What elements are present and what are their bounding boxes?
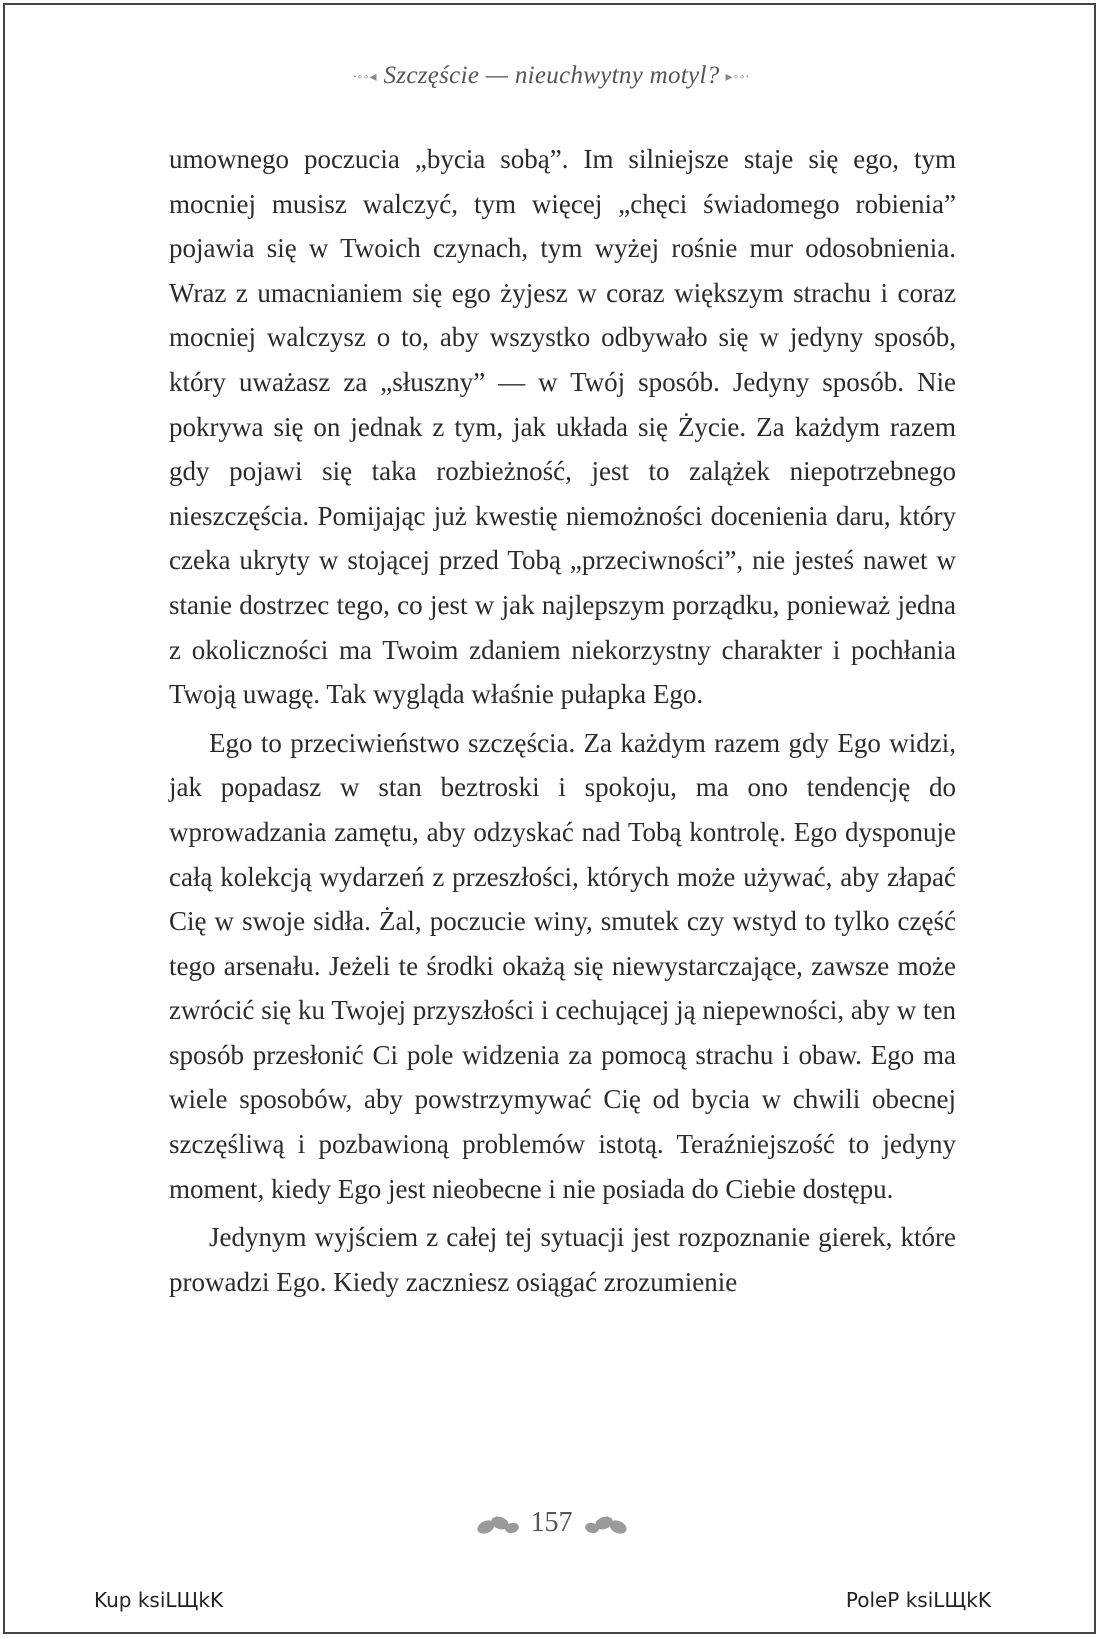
running-head	[0, 62, 1103, 90]
page-number: 157	[530, 1507, 573, 1538]
buy-book-link[interactable]: Kup ksiLЩkK	[94, 1588, 224, 1612]
leaf-ornament-left-icon	[476, 1513, 520, 1537]
leaf-ornament-right-icon	[584, 1513, 628, 1537]
header-ornament-right-icon: ▸◦◦∙	[725, 69, 750, 85]
recommend-book-link[interactable]: PoleP ksiLЩkK	[845, 1588, 991, 1612]
paragraph-3: Jedynym wyjściem z całej tej sytuacji jest rozpoznanie gierek, które prowadzi Ego. Kiedy zaczniesz osiągać zrozumienie	[169, 1222, 956, 1297]
paragraph-1: umownego poczucia „bycia sobą”. Im silniejsze staje się ego, tym mocniej musisz walczyć, tym więcej „chęci świadomego robienia” pojawia się w Twoich czynach, tym wyżej rośnie mur odosobnienia. Wraz z umacnianiem się ego żyjesz w coraz większym strachu i coraz mocniej walczysz o to, aby wszystko odbywało się w jedyny sposób, który uważasz za „słuszny” — w Twój sposób. Jedyny sposób. Nie pokrywa się on jednak z tym, jak układa się Życie. Za każdym razem gdy pojawi się taka rozbieżność, jest to zalążek niepotrzebnego nieszczęścia. Pomijając już kwestię niemożności docenienia daru, który czeka ukryty w stojącej przed Tobą „przeciwności”, nie jesteś nawet w stanie dostrzec tego, co jest w jak najlepszym porządku, ponieważ jedna z okoliczności ma Twoim zdaniem niekorzystny charakter i pochłania Twoją uwagę. Tak wygląda właśnie pułapka Ego.	[169, 144, 956, 710]
header-ornament-left-icon: ∙◦◦◂	[353, 69, 378, 85]
folio	[0, 1507, 1103, 1539]
running-title: Szczęście — nieuchwytny motyl?	[383, 62, 720, 89]
body-text	[169, 137, 956, 1304]
paragraph-2: Ego to przeciwieństwo szczęścia. Za każdym razem gdy Ego widzi, jak popadasz w stan beztroski i spokoju, ma ono tendencję do wprowadzania zamętu, aby odzyskać nad Tobą kontrolę. Ego dysponuje całą kolekcją wydarzeń z przeszłości, których może używać, aby złapać Cię w swoje sidła. Żal, poczucie winy, smutek czy wstyd to tylko część tego arsenału. Jeżeli te środki okażą się niewystarczające, zawsze może zwrócić się ku Twojej przyszłości i cechującej ją niepewności, aby w ten sposób przesłonić Ci pole widzenia za pomocą strachu i obaw. Ego ma wiele sposobów, aby powstrzymywać Cię od bycia w chwili obecnej szczęśliwą i pozbawioną problemów istotą. Teraźniejszość to jedyny moment, kiedy Ego jest nieobecne i nie posiada do Ciebie dostępu.	[169, 727, 956, 1204]
